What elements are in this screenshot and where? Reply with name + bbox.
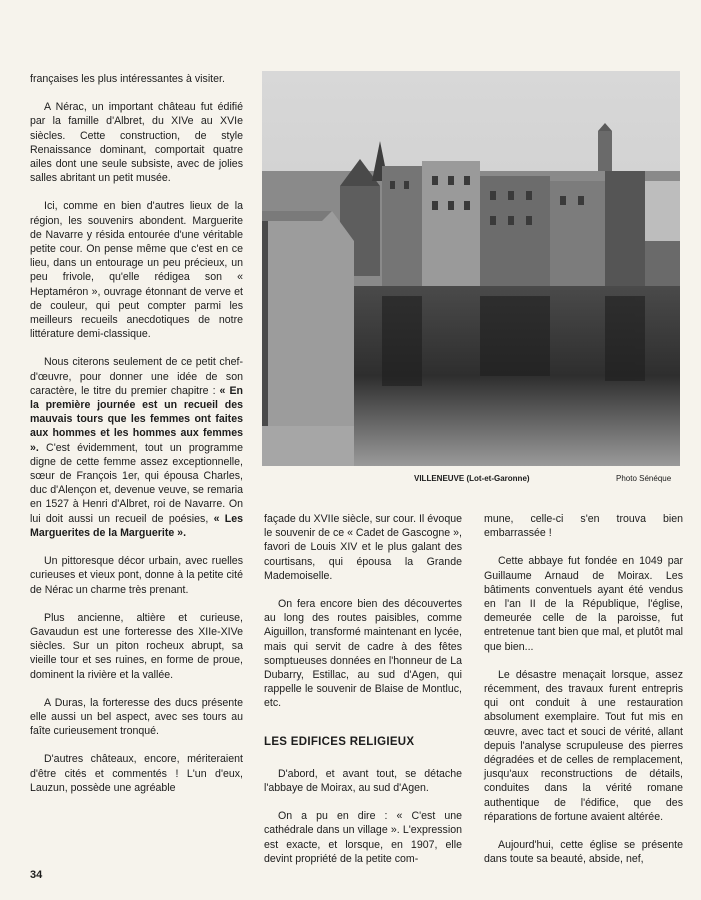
- paragraph: D'abord, et avant tout, se détache l'abbaye de Moirax, au sud d'Agen.: [264, 767, 462, 795]
- paragraph: mune, celle-ci s'en trouva bien embarrassée !: [484, 513, 683, 540]
- poetry-title: « Les Marguerites de la Marguerite ».: [30, 512, 243, 539]
- paragraph: [30, 355, 243, 540]
- chapter-title: « En la première journée est un recueil des mauvais tours que les femmes ont faites aux hommes et les hommes aux femmes ».: [30, 384, 244, 454]
- paragraph: D'autres châteaux, encore, mériteraient d'être cités et commentés ! L'un d'eux, Lauzun, possède une agréable: [30, 753, 243, 794]
- photo-caption: VILLENEUVE (Lot-et-Garonne): [414, 474, 530, 483]
- paragraph: Cette abbaye fut fondée en 1049 par Guillaume Arnaud de Moirax. Les bâtiments conventuels ayant été vendus en l'an II de la République, l'église, demeurée celle de la paroisse, fut entretenue tant bien que mal, et plutôt mal que bien...: [484, 555, 683, 653]
- page-number: 34: [30, 869, 43, 881]
- text-run: Nous citerons seulement de ce petit chef-d'œuvre, pour donner une idée de son caractère, le titre du premier chapitre :: [30, 356, 243, 397]
- paragraph: A Nérac, un important château fut édifié par la famille d'Albret, du XIVe au XVIe siècles. Cette construction, de style Renaissance dominant, comportait quatre ailes dont une seule subsiste, avec de jolies salles abritant un petit musée.: [30, 101, 243, 185]
- paragraph: On fera encore bien des découvertes au long des routes paisibles, comme Aiguillon, transformé maintenant en lycée, mais qui servit de cadre à des fêtes somptueuses données en l'honneur de La Dubarry, Estillac, au sud d'Agen, qui rappelle le souvenir de Blaise de Montluc, etc.: [264, 598, 462, 710]
- paragraph: Un pittoresque décor urbain, avec ruelles curieuses et vieux pont, donne à la petite cité de Nérac un charme très prenant.: [30, 555, 243, 596]
- photo-credit: Photo Sénéque: [616, 474, 672, 483]
- paragraph: façade du XVIIe siècle, sur cour. Il évoque le souvenir de ce « Cadet de Gascogne », favori de Louis XIV et le plus galant des courtisans, qui épousa la Grande Mademoiselle.: [264, 513, 462, 582]
- paragraph: françaises les plus intéressantes à visiter.: [30, 73, 225, 85]
- photo-illustration: [262, 71, 680, 466]
- paragraph: Plus ancienne, altière et curieuse, Gavaudun est une forteresse des XIIe-XIVe siècles. Sur un piton rocheux abrupt, sa vieille tour et ses ruines, en forme de proue, dominent la rivière et la vallée.: [30, 611, 243, 681]
- paragraph: A Duras, la forteresse des ducs présente elle aussi un bel aspect, avec ses tours au faîte curieusement tronqué.: [30, 696, 243, 738]
- paragraph: On a pu en dire : « C'est une cathédrale dans un village ». L'expression est exacte, et lorsque, en 1907, elle devint propriété de la petite com-: [264, 810, 462, 865]
- section-heading: LES EDIFICES RELIGIEUX: [264, 735, 415, 748]
- paragraph: Aujourd'hui, cette église se présente dans toute sa beauté, abside, nef,: [484, 839, 683, 866]
- middle-text-column: [264, 512, 462, 880]
- villeneuve-photo: [262, 71, 680, 466]
- text-run: C'est évidemment, tout un programme digne de cette femme assez exceptionnelle, sœur de François 1er, qui épousa Charles, duc d'Alençon et, devenue veuve, se remaria en 1527 à Henri d'Albret, roi de Navarre. On lui doit aussi un recueil de poésies,: [30, 441, 243, 525]
- left-text-column: [30, 72, 243, 809]
- right-text-column: [484, 512, 683, 880]
- paragraph: Ici, comme en bien d'autres lieux de la région, les souvenirs abondent. Marguerite de Navarre y résida entourée d'une véritable petite cour. On pense même que c'est en ce lieu, dans un entourage un peu précieux, un peu frivole, qu'elle rédigea son « Heptaméron », ouvrage étonnant de verve et de couleur, qui peut compter parmi les meilleurs recueils anecdotiques de notre littérature demi-classique.: [30, 200, 243, 341]
- paragraph: Le désastre menaçait lorsque, assez récemment, des travaux furent entrepris qui ont conduit à une restauration absolument exemplaire. Tout fut mis en œuvre, avec tact et souci de vérité, allant depuis l'analyse scrupuleuse des pierres dégradées et de celles de remplacement, jusqu'aux reconstructions de détails, conduites dans la vérité romane authentique de l'édifice, que des réparations de fortune avaient altérée.: [484, 668, 683, 823]
